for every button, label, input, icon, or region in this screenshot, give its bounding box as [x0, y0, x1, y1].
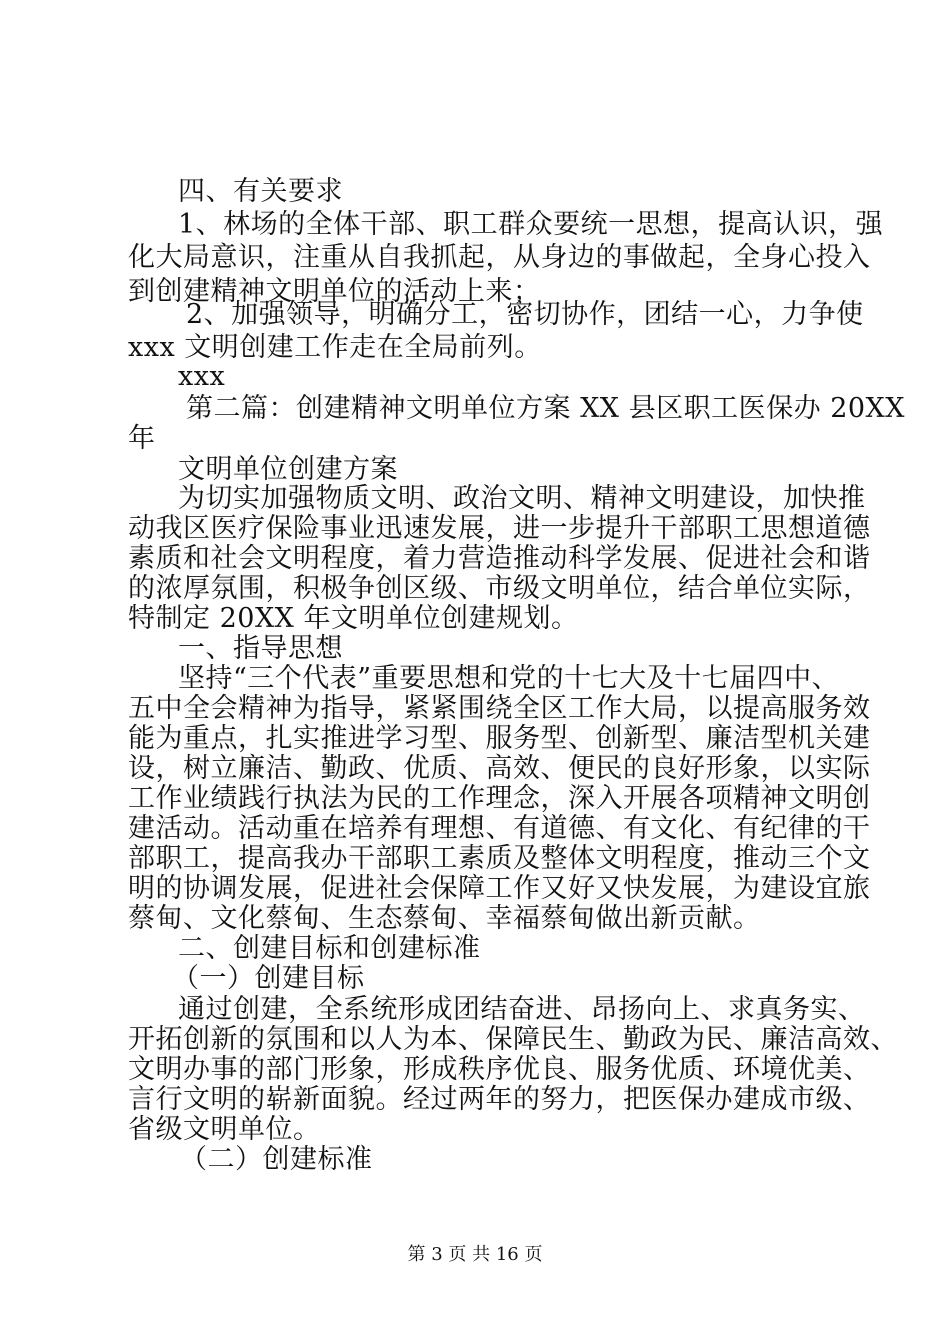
paragraph-line: 动我区医疗保险事业迅速发展，进一步提升干部职工思想道德 — [128, 513, 871, 544]
paragraph-line: 坚持“三个代表”重要思想和党的十七大及十七届四中、 — [178, 663, 840, 694]
paragraph-line: 素质和社会文明程度，着力营造推动科学发展、促进社会和谐 — [128, 543, 871, 574]
paragraph-line: 开拓创新的氛围和以人为本、保障民生、勤政为民、廉洁高效、 — [128, 1024, 898, 1055]
paragraph-line: 建活动。活动重在培养有理想、有道德、有文化、有纪律的干 — [128, 813, 871, 844]
paragraph-line: 省级文明单位。 — [128, 1114, 321, 1145]
paragraph-line: 明的协调发展，促进社会保障工作又好又快发展，为建设宜旅 — [128, 873, 871, 904]
signature-line: xxx — [178, 361, 226, 392]
section-heading-guiding-thought: 一、指导思想 — [178, 633, 343, 664]
paragraph-line: 2、加强领导，明确分工，密切协作，团结一心，力争使 — [186, 299, 864, 330]
paragraph-line: 通过创建，全系统形成团结奋进、昂扬向上、求真务实、 — [178, 994, 866, 1025]
section-heading-goals-standards: 二、创建目标和创建标准 — [178, 933, 481, 964]
paragraph-line: 工作业绩践行执法为民的工作理念，深入开展各项精神文明创 — [128, 783, 871, 814]
subsection-heading-goals: （一）创建目标 — [172, 963, 365, 994]
paragraph-line: 文明办事的部门形象，形成秩序优良、服务优质、环境优美、 — [128, 1054, 871, 1085]
paragraph-line: 为切实加强物质文明、政治文明、精神文明建设，加快推 — [178, 483, 866, 514]
paragraph-line: 五中全会精神为指导，紧紧围绕全区工作大局，以提高服务效 — [128, 693, 871, 724]
paragraph-line: 能为重点，扎实推进学习型、服务型、创新型、廉洁型机关建 — [128, 723, 871, 754]
paragraph-line: 1、林场的全体干部、职工群众要统一思想，提高认识，强 — [178, 209, 884, 240]
paragraph-line: 蔡甸、文化蔡甸、生态蔡甸、幸福蔡甸做出新贡献。 — [128, 903, 761, 934]
chapter-title-continued: 年 — [128, 423, 156, 454]
section-heading-requirements: 四、有关要求 — [178, 176, 343, 207]
paragraph-line: 的浓厚氛围，积极争创区级、市级文明单位，结合单位实际， — [128, 573, 871, 604]
paragraph-line: 特制定 20XX 年文明单位创建规划。 — [128, 603, 579, 634]
document-subtitle: 文明单位创建方案 — [178, 454, 398, 485]
paragraph-line: 言行文明的崭新面貌。经过两年的努力，把医保办建成市级、 — [128, 1084, 871, 1115]
paragraph-line: xxx 文明创建工作走在全局前列。 — [128, 332, 542, 363]
paragraph-line: 到创建精神文明单位的活动上来； — [128, 276, 541, 307]
chapter-title: 第二篇：创建精神文明单位方案 XX 县区职工医保办 20XX — [186, 393, 905, 424]
page-number-footer: 第 3 页 共 16 页 — [407, 1244, 543, 1265]
paragraph-line: 部职工，提高我办干部职工素质及整体文明程度，推动三个文 — [128, 843, 871, 874]
paragraph-line: 设，树立廉洁、勤政、优质、高效、便民的良好形象，以实际 — [128, 753, 871, 784]
subsection-heading-standards: （二）创建标准 — [180, 1144, 373, 1175]
paragraph-line: 化大局意识，注重从自我抓起，从身边的事做起，全身心投入 — [128, 242, 871, 273]
